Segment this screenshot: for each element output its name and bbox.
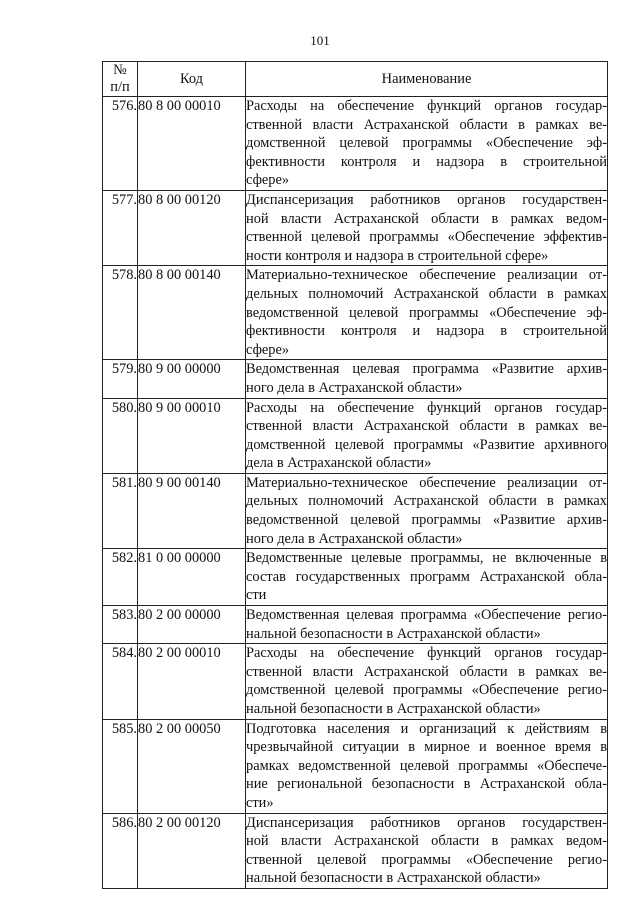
row-code: 80 9 00 00140 <box>138 473 246 548</box>
row-name-line: сти» <box>246 794 274 811</box>
row-name-line: дельных полномочий Астраханской области в рамках <box>246 285 607 302</box>
row-name-line: домственной целевой программы «Обеспечение эф- <box>246 135 607 152</box>
row-name-line: ного дела в Астраханской области» <box>246 379 463 396</box>
row-name-line: Ведомственная целевая программа «Развитие архив- <box>246 361 607 378</box>
table-row <box>103 190 608 265</box>
row-name-line: сти <box>246 587 267 604</box>
row-name-line: состав государственных программ Астраханской обла- <box>246 568 607 585</box>
row-code: 80 2 00 00050 <box>138 719 246 813</box>
row-name-line: ной власти Астраханской области в рамках ведом- <box>246 833 607 850</box>
row-name-line: Подготовка населения и организаций к действиям в <box>246 720 607 737</box>
row-name-line: нальной безопасности в Астраханской области» <box>246 870 541 887</box>
row-name <box>246 190 608 265</box>
row-name <box>246 398 608 473</box>
row-code: 80 8 00 00010 <box>138 97 246 191</box>
table-row <box>103 97 608 191</box>
row-name-line: ственной целевой программы «Обеспечение регио- <box>246 851 607 868</box>
row-code: 80 2 00 00000 <box>138 606 246 644</box>
table-row <box>103 813 608 888</box>
row-name-line: Материально-техническое обеспечение реализации от- <box>246 474 607 491</box>
row-number: 585. <box>103 719 138 813</box>
row-name-line: Расходы на обеспечение функций органов государ- <box>246 98 607 114</box>
row-name <box>246 473 608 548</box>
row-name <box>246 549 608 606</box>
row-name <box>246 360 608 398</box>
row-name-line: фективности контроля и надзора в строительной <box>246 323 607 340</box>
row-name-line: нальной безопасности в Астраханской области» <box>246 625 541 642</box>
table-row <box>103 398 608 473</box>
row-number: 580. <box>103 398 138 473</box>
table-row <box>103 360 608 398</box>
row-number: 586. <box>103 813 138 888</box>
row-name-line: Расходы на обеспечение функций органов государ- <box>246 645 607 662</box>
row-number: 579. <box>103 360 138 398</box>
row-name-line: сфере» <box>246 172 290 189</box>
table-row <box>103 606 608 644</box>
table-row <box>103 719 608 813</box>
row-name-line: фективности контроля и надзора в строительной <box>246 153 607 170</box>
row-name <box>246 606 608 644</box>
row-code: 80 8 00 00120 <box>138 190 246 265</box>
row-name-line: ственной целевой программы «Обеспечение эффектив- <box>246 229 607 246</box>
row-name <box>246 719 608 813</box>
row-name <box>246 266 608 360</box>
row-name-line: ведомственной целевой программы «Развитие архив- <box>246 512 607 529</box>
row-name <box>246 644 608 719</box>
header-name: Наименование <box>246 62 608 97</box>
table-row <box>103 266 608 360</box>
row-number: 582. <box>103 549 138 606</box>
row-name-line: ности контроля и надзора в строительной сфере» <box>246 247 549 264</box>
row-name-line: Ведомственная целевая программа «Обеспечение регио- <box>246 607 607 624</box>
row-name-line: ного дела в Астраханской области» <box>246 530 463 547</box>
row-name-line: рамках ведомственной целевой программы «Обеспече- <box>246 757 607 774</box>
row-name-line: ние региональной безопасности в Астраханской обла- <box>246 776 607 793</box>
row-name-line: ственной власти Астраханской области в рамках ве- <box>246 663 607 680</box>
table-body <box>103 97 608 889</box>
row-name-line: чрезвычайной ситуации в мирное и военное время в <box>246 739 607 756</box>
header-number-label: п/п <box>110 79 130 95</box>
row-number: 577. <box>103 190 138 265</box>
row-number: 583. <box>103 606 138 644</box>
row-name-line: ственной власти Астраханской области в рамках ве- <box>246 418 607 435</box>
row-name <box>246 97 608 191</box>
row-code: 80 9 00 00000 <box>138 360 246 398</box>
table-row <box>103 549 608 606</box>
row-name-line: Расходы на обеспечение функций органов государ- <box>246 399 607 416</box>
row-name-line: Диспансеризация работников органов государствен- <box>246 191 607 208</box>
budget-code-table <box>102 61 608 889</box>
row-name-line: дела в Астраханской области» <box>246 455 432 472</box>
row-name-line: нальной безопасности в Астраханской области» <box>246 701 541 717</box>
table-header-row <box>103 62 608 97</box>
row-name-line: Диспансеризация работников органов государствен- <box>246 814 607 831</box>
row-name-line: сфере» <box>246 341 290 358</box>
header-number-symbol: № <box>113 62 127 78</box>
row-number: 581. <box>103 473 138 548</box>
header-code: Код <box>138 62 246 97</box>
row-code: 80 2 00 00010 <box>138 644 246 719</box>
row-number: 584. <box>103 644 138 719</box>
header-number <box>103 62 138 97</box>
row-name-line: ведомственной целевой программы «Обеспечение эф- <box>246 304 607 321</box>
row-name-line: домственной целевой программы «Обеспечение регио- <box>246 682 607 699</box>
row-name-line: дельных полномочий Астраханской области в рамках <box>246 493 607 510</box>
row-number: 578. <box>103 266 138 360</box>
table-row <box>103 644 608 719</box>
table-row <box>103 473 608 548</box>
row-number: 576. <box>103 97 138 191</box>
row-code: 81 0 00 00000 <box>138 549 246 606</box>
row-name-line: Ведомственные целевые программы, не включенные в <box>246 550 607 567</box>
row-name-line: ной власти Астраханской области в рамках ведом- <box>246 210 607 227</box>
row-code: 80 9 00 00010 <box>138 398 246 473</box>
row-name <box>246 813 608 888</box>
page-number: 101 <box>310 33 330 48</box>
row-code: 80 2 00 00120 <box>138 813 246 888</box>
row-code: 80 8 00 00140 <box>138 266 246 360</box>
row-name-line: ственной власти Астраханской области в рамках ве- <box>246 116 607 133</box>
row-name-line: домственной целевой программы «Развитие архивного <box>246 436 607 453</box>
row-name-line: Материально-техническое обеспечение реализации от- <box>246 267 607 284</box>
